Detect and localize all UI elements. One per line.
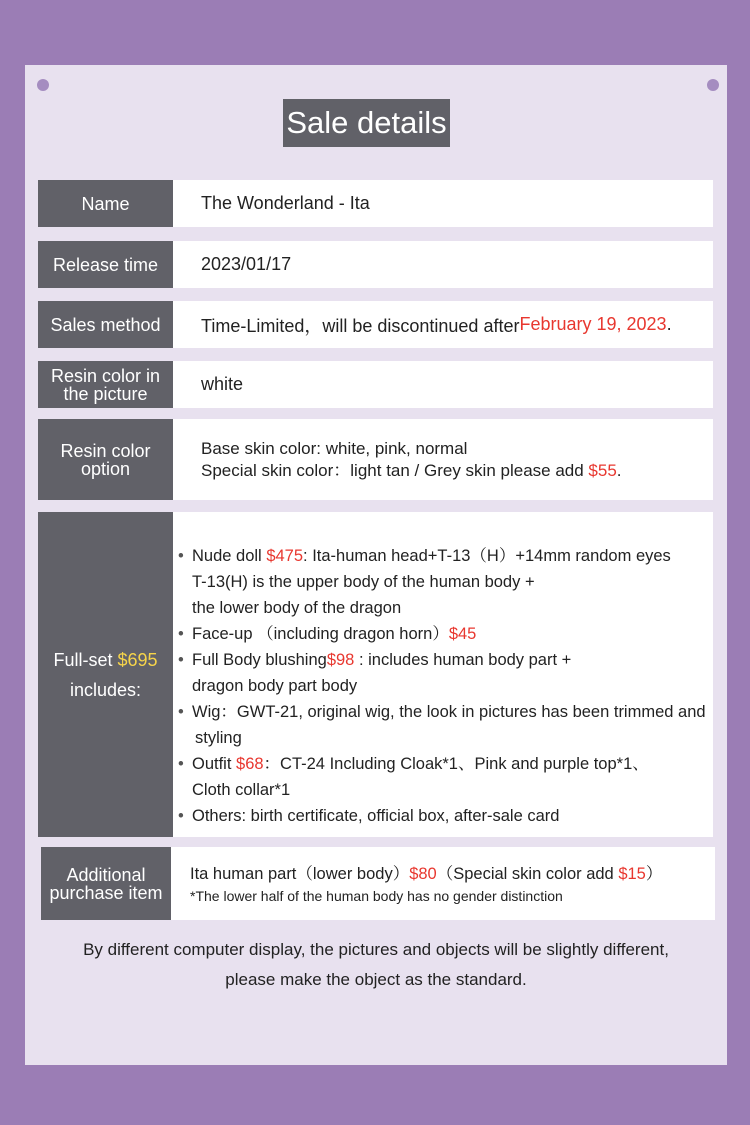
row-label (38, 419, 173, 500)
sales-method-suffix: . (666, 314, 672, 334)
row-value (173, 512, 713, 837)
footer-disclaimer (45, 935, 707, 995)
row-value: 2023/01/17 (173, 241, 713, 288)
item-text: Face-up （including dragon horn） (192, 625, 449, 643)
item-price: $15 (618, 864, 646, 883)
row-value (173, 301, 713, 348)
sales-method-text: Time-Limited，will be discontinued after (201, 315, 520, 336)
item-text: Others: birth certificate, official box, after-sale card (192, 807, 560, 825)
item-text: ：CT-24 Including Cloak*1、Pink and purple top*1、 (263, 755, 649, 773)
page-title: Sale details (283, 99, 450, 147)
special-skin-price: $55 (588, 460, 617, 480)
bullet-icon: • (178, 807, 184, 825)
row-value (171, 847, 715, 920)
row-full-set (38, 512, 713, 837)
row-value (173, 419, 713, 500)
list-item-continued: T-13(H) is the upper body of the human body + (192, 573, 535, 591)
item-price: $68 (236, 755, 264, 773)
row-value: The Wonderland - Ita (173, 180, 713, 227)
list-item (178, 543, 713, 569)
item-text: ） (645, 864, 663, 883)
item-text: : includes human body part + (354, 651, 572, 669)
list-item-continued: dragon body part body (192, 677, 358, 695)
sale-details-card (25, 65, 727, 1065)
label-line: includes: (69, 679, 142, 700)
row-additional-purchase (41, 847, 715, 920)
base-skin-line: Base skin color: white, pink, normal (201, 438, 468, 458)
label-line: the picture (63, 383, 148, 404)
footer-line: By different computer display, the pictures and objects will be slightly different, (83, 940, 669, 959)
bullet-icon: • (178, 755, 184, 773)
row-label (38, 512, 173, 837)
list-item-continued: styling (195, 729, 242, 747)
row-label (38, 361, 173, 408)
list-item-continued: the lower body of the dragon (192, 599, 402, 617)
includes-list (178, 543, 713, 829)
item-text: Full Body blushing (192, 651, 327, 669)
bullet-icon: • (178, 703, 184, 721)
bullet-icon: • (178, 651, 184, 669)
item-text: Nude doll (192, 547, 267, 565)
item-price: $98 (326, 651, 355, 669)
label-line: Resin color in (50, 365, 161, 386)
pin-left-icon (37, 79, 49, 91)
special-skin-line (201, 460, 622, 482)
bullet-icon: • (178, 625, 184, 643)
list-item (178, 751, 713, 777)
special-skin-suffix: . (616, 460, 622, 480)
footer-line: please make the object as the standard. (225, 970, 527, 989)
item-text: Wig：GWT-21, original wig, the look in pictures has been trimmed and (192, 703, 706, 721)
bullet-icon: • (178, 547, 184, 565)
row-name (38, 180, 713, 227)
special-skin-text: Special skin color：light tan / Grey skin please add (201, 460, 589, 480)
additional-line (190, 862, 662, 886)
label-line: Resin color (60, 440, 151, 461)
row-sales-method (38, 301, 713, 348)
label-line: option (80, 458, 131, 479)
list-item-continued: Cloth collar*1 (192, 781, 291, 799)
item-text: : Ita-human head+T-13（H）+14mm random eyes (303, 547, 671, 565)
list-item (178, 803, 713, 829)
list-item (178, 647, 713, 673)
row-label: Release time (38, 241, 173, 288)
label-line: Additional (66, 864, 146, 885)
row-label: Name (38, 180, 173, 227)
item-text: Outfit (192, 755, 237, 773)
pin-right-icon (707, 79, 719, 91)
discontinue-date: February 19, 2023 (519, 314, 667, 334)
row-release-time (38, 241, 713, 288)
item-text: （Special skin color add (436, 864, 619, 883)
list-item (178, 699, 713, 725)
full-set-label: Full-set (53, 649, 118, 670)
row-label: Sales method (38, 301, 173, 348)
full-set-price: $695 (117, 649, 158, 670)
label-line (53, 645, 157, 675)
item-price: $45 (448, 625, 477, 643)
list-item (178, 621, 713, 647)
row-value: white (173, 361, 713, 408)
row-label (41, 847, 171, 920)
item-text: Ita human part（lower body） (190, 864, 410, 883)
item-price: $80 (409, 864, 437, 883)
row-resin-color-option (38, 419, 713, 500)
label-line: purchase item (49, 882, 163, 903)
additional-note: *The lower half of the human body has no gender distinction (190, 887, 563, 904)
row-resin-color-picture (38, 361, 713, 408)
item-price: $475 (266, 547, 304, 565)
